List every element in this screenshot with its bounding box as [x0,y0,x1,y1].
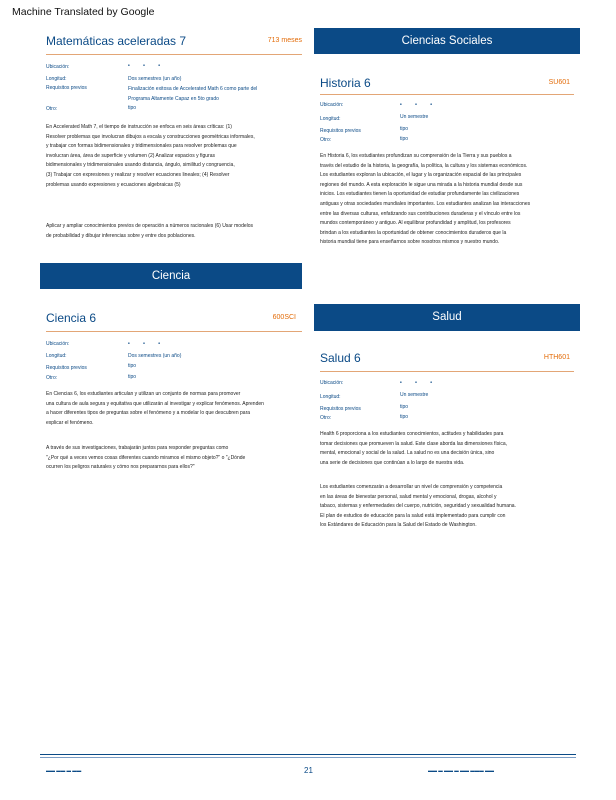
salud-ubicacion-label: Ubicación: [320,380,344,386]
text-line: involucran área, área de superficie y volumen (2) Analizar espacios y figuras [46,152,215,159]
historia-ubicacion-value: • • • [400,102,439,108]
ciencia-requisitos-value: tipo [128,363,137,369]
text-line: En Ciencias 6, los estudiantes articulan y utilizan un conjunto de normas para promover [46,391,241,397]
text-line: mental, emocional y social de la salud. La salud no es una decisión única, sino [320,450,495,457]
ciencia-longitud-value: Dos semestres (un año) [128,353,182,359]
section-band-ciencias-sociales: Ciencias Sociales [314,28,580,54]
text-line: a hacer diferentes tipos de preguntas sobre el fenómeno y a modelar lo que descubren para [46,410,251,417]
salud-course-meta [320,380,570,422]
text-line: problemas usando expresiones y ecuaciones algebraicas (5) [46,181,181,188]
footer-right-text: ▬▬ ▬ ▬▬ ▬ ▬▬ ▬▬▬ ▬▬ [428,768,495,773]
historia-otro-label: Otro: [320,137,332,143]
text-line: Health 6 proporciona a los estudiantes conocimientos, actitudes y habilidades para [320,431,504,437]
math-course-code: 713 meses [267,37,302,44]
salud-requisitos-value: tipo [400,404,409,410]
ciencia-description-paragraph [46,390,302,428]
math-course-meta [46,64,302,114]
ciencia-course-title: Ciencia 6 [46,311,97,325]
text-line: (3) Trabajar con expresiones y realizar y resolver ecuaciones lineales; (4) Resolver [46,171,230,178]
text-line: "¿Por qué a veces vemos cosas diferentes cuando miramos el mismo objeto?" o "¿Dónde [46,454,246,461]
salud-longitud-label: Longitud: [320,394,341,400]
math-requisitos-value-2: Programa Altamente Capaz en 5to grado [128,96,219,102]
page-number: 21 [304,766,313,775]
text-line: una cultura de aula segura y equitativa que utilizarán al investigar y explicar fenómenos. Aprenden [46,400,264,407]
historia-longitud-value: Un semestre [400,114,429,120]
salud-otro-value: tipo [400,414,409,420]
text-line: En Historia 6, los estudiantes profundizan su comprensión de la Tierra y sus pueblos a [320,153,512,159]
ciencia-course-code: 600SCI [272,314,296,321]
text-line: brindan a los estudiantes la oportunidad de obtener conocimientos duraderos que la [320,229,507,236]
text-line: través del estudio de la historia, la geografía, la política, la cultura y los sistemas económicos. [320,162,528,169]
math-title-rule [46,54,302,55]
salud-description-paragraph-2 [320,483,574,531]
text-line: Aplicar y ampliar conocimientos previos de operación a números racionales (6) Usar modelos [46,223,254,229]
ciencia-requisitos-label: Requisitos previos [46,365,87,371]
historia-course-header [320,76,570,92]
text-line: tabaco, sistemas y enfermedades del cuerpo, nutrición, seguridad y sexualidad humana. [320,503,516,510]
footer-left-text: ▬▬ ▬▬ ▬ ▬▬ [46,768,82,773]
historia-course-title: Historia 6 [320,76,371,90]
historia-ubicacion-label: Ubicación: [320,102,344,108]
text-line: mundos contemporáneo y antiguo. Al equilibrar profundidad y amplitud, los profesores [320,220,511,227]
ciencia-course-header [46,311,296,327]
salud-title-rule [320,371,574,372]
salud-course-title: Salud 6 [320,351,361,365]
machine-translated-banner: Machine Translated by Google [12,6,155,18]
math-course-title: Matemáticas aceleradas 7 [46,34,187,48]
text-line: A través de sus investigaciones, trabajarán juntos para responder preguntas como [46,445,229,451]
section-band-ciencia: Ciencia [40,263,302,289]
ciencia-description-paragraph-2 [46,444,302,473]
historia-title-rule [320,94,574,95]
text-line: Los estudiantes comenzarán a desarrollar un nivel de comprensión y competencia [320,484,503,490]
salud-requisitos-label: Requisitos previos [320,406,361,412]
salud-description-paragraph [320,430,574,468]
text-line: los Estándares de Educación para la Salud del Estado de Washington. [320,522,477,529]
text-line: bidimensionales y tridimensionales usando distancia, ángulo, similitud y congruencia, [46,162,235,169]
math-ubicacion-value: • • • [128,63,167,69]
footer-rule-bottom [40,757,576,758]
historia-requisitos-value: tipo [400,126,409,132]
ciencia-title-rule [46,331,302,332]
text-line: y trabajar con formas bidimensionales y tridimensionales para resolver problemas que [46,143,237,150]
math-requisitos-label: Requisitos previos [46,85,87,91]
salud-longitud-value: Un semestre [400,392,429,398]
math-description-paragraph-2 [46,222,302,241]
text-line: Los estudiantes exploran la ubicación, el lugar y la organización espacial de las principales [320,172,522,179]
text-line: en las áreas de bienestar personal, salud mental y emocional, drogas, alcohol y [320,493,497,500]
text-line: Resolver problemas que involucran dibujos a escala y construcciones geométricas informales, [46,133,255,140]
text-line: regiones del mundo. A esta exploración le sigue una mirada a la historia mundial desde sus [320,181,523,188]
math-longitud-value: Dos semestres (un año) [128,76,182,82]
text-line: El plan de estudios de educación para la salud está implementado para cumplir con [320,512,506,519]
historia-otro-value: tipo [400,136,409,142]
salud-course-code: HTH601 [543,354,570,361]
ciencia-course-meta [46,341,302,383]
text-line: antiguas y otras sociedades mundiales importantes. Los estudiantes analizan las interacciones [320,200,531,207]
historia-longitud-label: Longitud: [320,116,341,122]
text-line: historia mundial tiene para enseñarnos sobre nosotros mismos y nuestro mundo. [320,239,500,246]
historia-course-meta [320,102,570,144]
ciencia-ubicacion-label: Ubicación: [46,341,70,347]
ciencia-otro-label: Otro: [46,375,58,381]
text-line: de probabilidad y dibujar inferencias sobre y entre dos poblaciones. [46,232,196,239]
historia-course-code: SU601 [548,79,570,86]
section-band-salud: Salud [314,304,580,331]
text-line: ocurren los peligros naturales y cómo nos prepararnos para ellos?" [46,464,195,471]
text-line: una serie de decisiones que continúan a lo largo de nuestra vida. [320,459,465,466]
salud-ubicacion-value: • • • [400,380,439,386]
historia-requisitos-label: Requisitos previos [320,128,361,134]
math-longitud-label: Longitud: [46,76,67,82]
salud-otro-label: Otro: [320,415,332,421]
math-course-header [46,34,302,50]
math-description-paragraph [46,123,302,190]
footer-rule-top [40,754,576,755]
math-otro-value: tipo [128,105,137,111]
text-line: explicar el fenómeno. [46,419,94,426]
historia-description-paragraph [320,152,574,248]
math-otro-label: Otro: [46,106,58,112]
ciencia-otro-value: tipo [128,374,137,380]
text-line: entre las diversas culturas, enfatizando sus contribuciones duraderas y el vínculo entre los [320,210,521,217]
text-line: tomar decisiones que promueven la salud. Este clase aborda las dimensiones física, [320,440,508,447]
math-requisitos-value-1: Finalización exitosa de Accelerated Math 6 como parte del [128,86,258,92]
ciencia-longitud-label: Longitud: [46,353,67,359]
text-line: inicios. Los estudiantes tienen la oportunidad de estudiar profundamente las civilizaciones [320,191,520,198]
ciencia-ubicacion-value: • • • [128,341,167,347]
math-ubicacion-label: Ubicación: [46,64,70,70]
text-line: En Accelerated Math 7, el tiempo de instrucción se enfoca en seis áreas críticas: (1) [46,124,232,130]
salud-course-header [320,351,570,367]
